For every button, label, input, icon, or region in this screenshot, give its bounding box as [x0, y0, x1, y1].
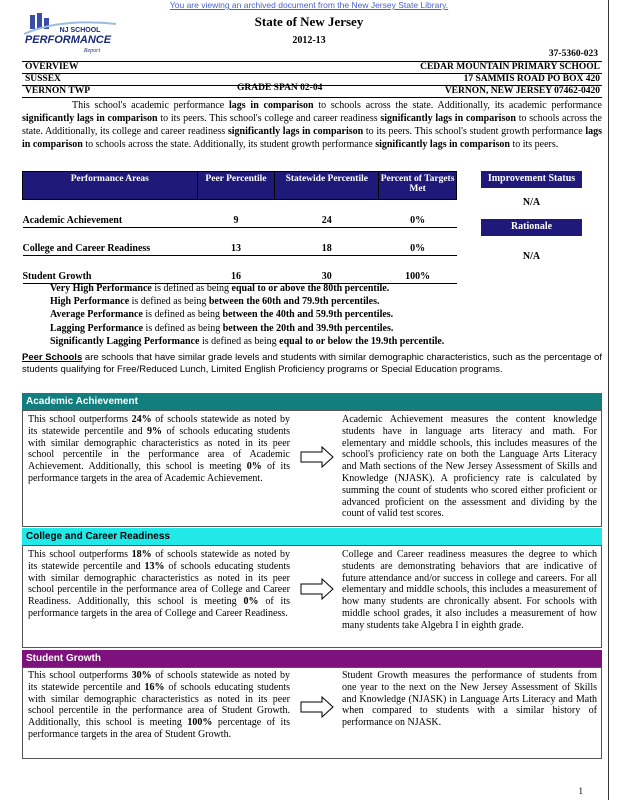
right-arrow-icon — [300, 578, 334, 600]
logo-line1: NJ SCHOOL — [59, 27, 101, 34]
college-career-left-text: This school outperforms 18% of schools statewide as noted by its statewide percentile and 13% of schools educating students with similar demographic characteristics as noted in its peer school percentile in the performance area of College and Career Readiness. Additionally, this school is meeting 0% of its performance targets in the area of College and Career Readiness. — [28, 549, 291, 619]
performance-summary: This school's academic performance lags in comparison to schools across the state. Additionally, its academic performance significantly lags in comparison to its peers. This school's college and career readiness significantly lags in comparison to schools across the state. Additionally, its college and career readiness significantly lags in comparison to its peers. This school's student growth performance lags in comparison to schools across the state. Additionally, its student growth performance significantly lags in comparison to its peers. — [22, 100, 602, 150]
grade-span: GRADE SPAN 02-04 — [237, 83, 323, 93]
section-header-student-growth: Student Growth — [22, 650, 602, 667]
col-peer-percentile: Peer Percentile — [197, 172, 275, 200]
definition-line: High Performance is defined as being between the 60th and 79.9th percentiles. — [50, 296, 380, 308]
definition-line: Very High Performance is defined as being equal to or above the 80th percentile. — [50, 283, 390, 294]
definition-line: Significantly Lagging Performance is defined as being equal to or below the 19.9th percentile. — [50, 335, 445, 347]
rationale-header: Rationale — [481, 219, 582, 236]
page-number: 1 — [578, 786, 583, 796]
logo-line3: Report — [83, 48, 101, 54]
improvement-status-header: Improvement Status — [481, 171, 582, 188]
school-name: CEDAR MOUNTAIN PRIMARY SCHOOL — [420, 62, 600, 72]
section-header-college-career: College and Career Readiness — [22, 528, 602, 545]
section-header-academic: Academic Achievement — [22, 393, 602, 410]
table-row: Academic Achievement 9 24 0% — [23, 200, 457, 228]
overview-label: OVERVIEW — [25, 62, 79, 72]
report-year: 2012-13 — [292, 35, 326, 46]
header-row-1 — [22, 61, 602, 73]
archive-banner-link[interactable]: You are viewing an archived document from the New Jersey State Library. — [169, 0, 449, 10]
page-edge-line — [608, 0, 609, 800]
college-career-right-text: College and Career readiness measures the degree to which students are demonstrating behaviors that are indicative of future attendance and/or success in college and careers. For all elementary and middle schools, this includes a measurement of how many students are chronically absent. For schools with middle school grades, it also includes a measurement of how many students take Algebra I in eighth grade. — [342, 549, 597, 631]
right-arrow-icon — [300, 696, 334, 718]
table-row: Student Growth 16 30 100% — [23, 256, 457, 284]
student-growth-right-text: Student Growth measures the performance of students from one year to the next on the New Jersey Assessment of Skills and Knowledge (NJASK) in Language Arts Literacy and Math when compared to students with a similar history of performance on NJASK. — [342, 670, 597, 729]
header-row-3 — [22, 85, 602, 97]
col-performance-areas: Performance Areas — [23, 172, 198, 200]
col-targets-met: Percent of Targets Met — [379, 172, 457, 200]
improvement-status-value: N/A — [522, 197, 541, 208]
table-row: College and Career Readiness 13 18 0% — [23, 228, 457, 256]
performance-table — [22, 171, 457, 284]
district-name: VERNON TWP — [25, 86, 91, 96]
academic-left-text: This school outperforms 24% of schools statewide as noted by its statewide percentile and 9% of schools educating students with similar demographic characteristics as noted in its peer school percentile in the performance area of Academic Achievement. Additionally, this school is meeting 0% of its performance targets in the area of Academic Achievement. — [28, 414, 291, 484]
right-arrow-icon — [300, 446, 334, 468]
county-name: SUSSEX — [25, 74, 61, 84]
peer-schools-note: Peer Schools are schools that have similar grade levels and students with similar demographic characteristics, such as the percentage of students qualifying for Free/Reduced Lunch, Limited English Proficiency programs or Special Education programs. — [22, 352, 602, 375]
logo-line2: PERFORMANCE — [24, 34, 112, 46]
student-growth-left-text: This school outperforms 30% of schools statewide as noted by its statewide percentile and 16% of schools educating students with similar demographic characteristics as noted in its peer school percentile in the performance area of Student Growth. Additionally, this school is meeting 100% percentage of its performance targets in the area of Student Growth. — [28, 670, 291, 740]
academic-right-text: Academic Achievement measures the content knowledge students have in language arts literacy and math. For elementary and middle schools, this includes measures of the school's proficiency rate on both the Language Arts Literacy and Math sections of the New Jersey Assessment of Skills and Knowledge (NJASK). A proficiency rate is calculated by summing the count of students who scored either proficient or advanced proficient on the assessment and dividing by the count of valid test scores. — [342, 414, 597, 520]
definition-line: Lagging Performance is defined as being between the 20th and 39.9th percentiles. — [50, 322, 394, 334]
school-code: 37-5360-023 — [548, 49, 598, 59]
rationale-value: N/A — [522, 251, 541, 262]
address-line-2: VERNON, NEW JERSEY 07462-0420 — [444, 86, 600, 96]
address-line-1: 17 SAMMIS ROAD PO BOX 420 — [463, 74, 600, 84]
definition-line: Average Performance is defined as being between the 40th and 59.9th percentiles. — [50, 309, 394, 321]
performance-definitions — [50, 282, 444, 348]
col-statewide-percentile: Statewide Percentile — [275, 172, 379, 200]
state-title: State of New Jersey — [254, 14, 364, 29]
